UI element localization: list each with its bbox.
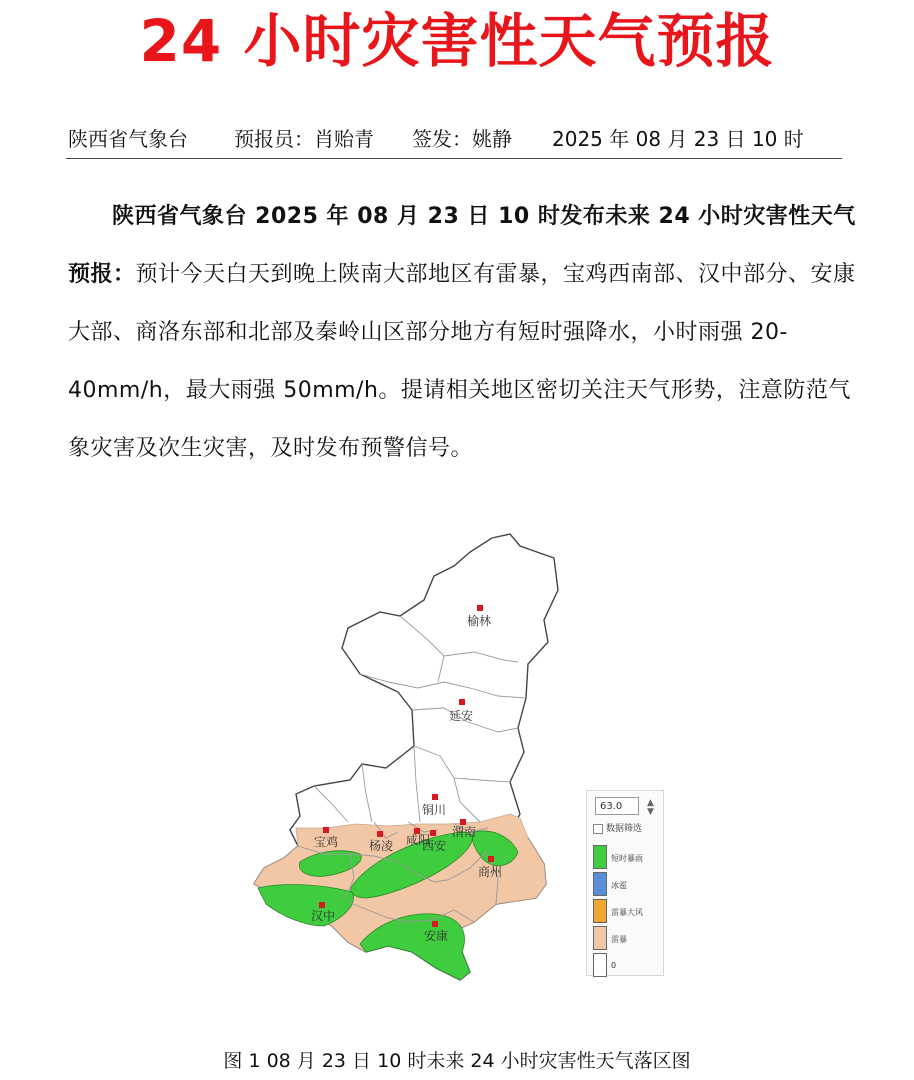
label-baoji: 宝鸡: [314, 835, 339, 849]
forecast-body: [68, 188, 858, 478]
legend-label: 雷暴: [611, 935, 627, 944]
forecast-text: 预计今天白天到晚上陕南大部地区有雷暴，宝鸡西南部、汉中部分、安康大部、商洛东部和北部及秦岭山区部分地方有短时强降水，小时雨强 20-40mm/h，最大雨强 50mm/h。提请相关地区密切关注天气形势，注意防范气象灾害及次生灾害，及时发布预警信号。: [68, 262, 856, 461]
value-spinner[interactable]: 63.0: [595, 797, 639, 815]
legend-swatch-none: [593, 953, 607, 977]
legend-item-heavy-rain: [593, 845, 659, 871]
legend-swatch-thunderstorm: [593, 926, 607, 950]
legend-label: 短时暴雨: [611, 854, 643, 863]
legend-swatch-thunder-wind: [593, 899, 607, 923]
marker-hanzhong: [319, 902, 325, 908]
label-weinan: 渭南: [452, 825, 477, 839]
legend-item-thunderstorm: [593, 926, 659, 952]
label-xianyang: 咸阳: [406, 833, 431, 847]
legend-label: 0: [611, 961, 617, 970]
label-hanzhong: 汉中: [311, 909, 336, 923]
label-ankang: 安康: [424, 929, 449, 943]
meta-datetime: 2025 年 08 月 23 日 10 时: [552, 127, 804, 151]
data-filter-checkbox[interactable]: [593, 821, 642, 834]
page-title: 24 小时灾害性天气预报: [139, 7, 775, 75]
data-filter-label: 数据筛选: [606, 824, 643, 834]
marker-yulin: [477, 605, 483, 611]
label-xian: 西安: [422, 839, 447, 853]
legend-items: [593, 845, 659, 980]
label-shangzhou: 商州: [478, 865, 503, 879]
marker-tongchuan: [432, 794, 438, 800]
marker-shangzhou: [488, 856, 494, 862]
marker-ankang: [432, 921, 438, 927]
checkbox-icon[interactable]: [593, 824, 603, 834]
spinner-arrows-icon[interactable]: ▲ ▼: [647, 798, 654, 817]
legend-label: 冰雹: [611, 881, 627, 890]
meta-office: 陕西省气象台: [68, 127, 188, 151]
legend-swatch-heavy-rain: [593, 845, 607, 869]
legend-item-hail: [593, 872, 659, 898]
label-yangling: 杨凌: [369, 839, 394, 853]
label-yulin: 榆林: [467, 614, 492, 628]
figure-caption: 图 1 08 月 23 日 10 时未来 24 小时灾害性天气落区图: [223, 1050, 691, 1072]
legend-swatch-hail: [593, 872, 607, 896]
forecast-lead: 陕西省气象台 2025 年 08 月 23 日 10 时发布未来 24 小时灾害性天气预报：: [68, 204, 856, 287]
marker-xian: [430, 830, 436, 836]
legend-label: 雷暴大风: [611, 908, 643, 917]
label-yanan: 延安: [449, 709, 474, 723]
meta-line: [66, 124, 842, 159]
legend-item-none: [593, 953, 659, 979]
meta-forecaster: 预报员：肖贻青: [234, 127, 374, 151]
map-legend: [586, 790, 664, 976]
marker-yanan: [459, 699, 465, 705]
marker-baoji: [323, 827, 329, 833]
meta-issuer: 签发：姚静: [412, 127, 512, 151]
marker-yangling: [377, 831, 383, 837]
legend-item-thunder-wind: [593, 899, 659, 925]
label-tongchuan: 铜川: [422, 803, 447, 817]
